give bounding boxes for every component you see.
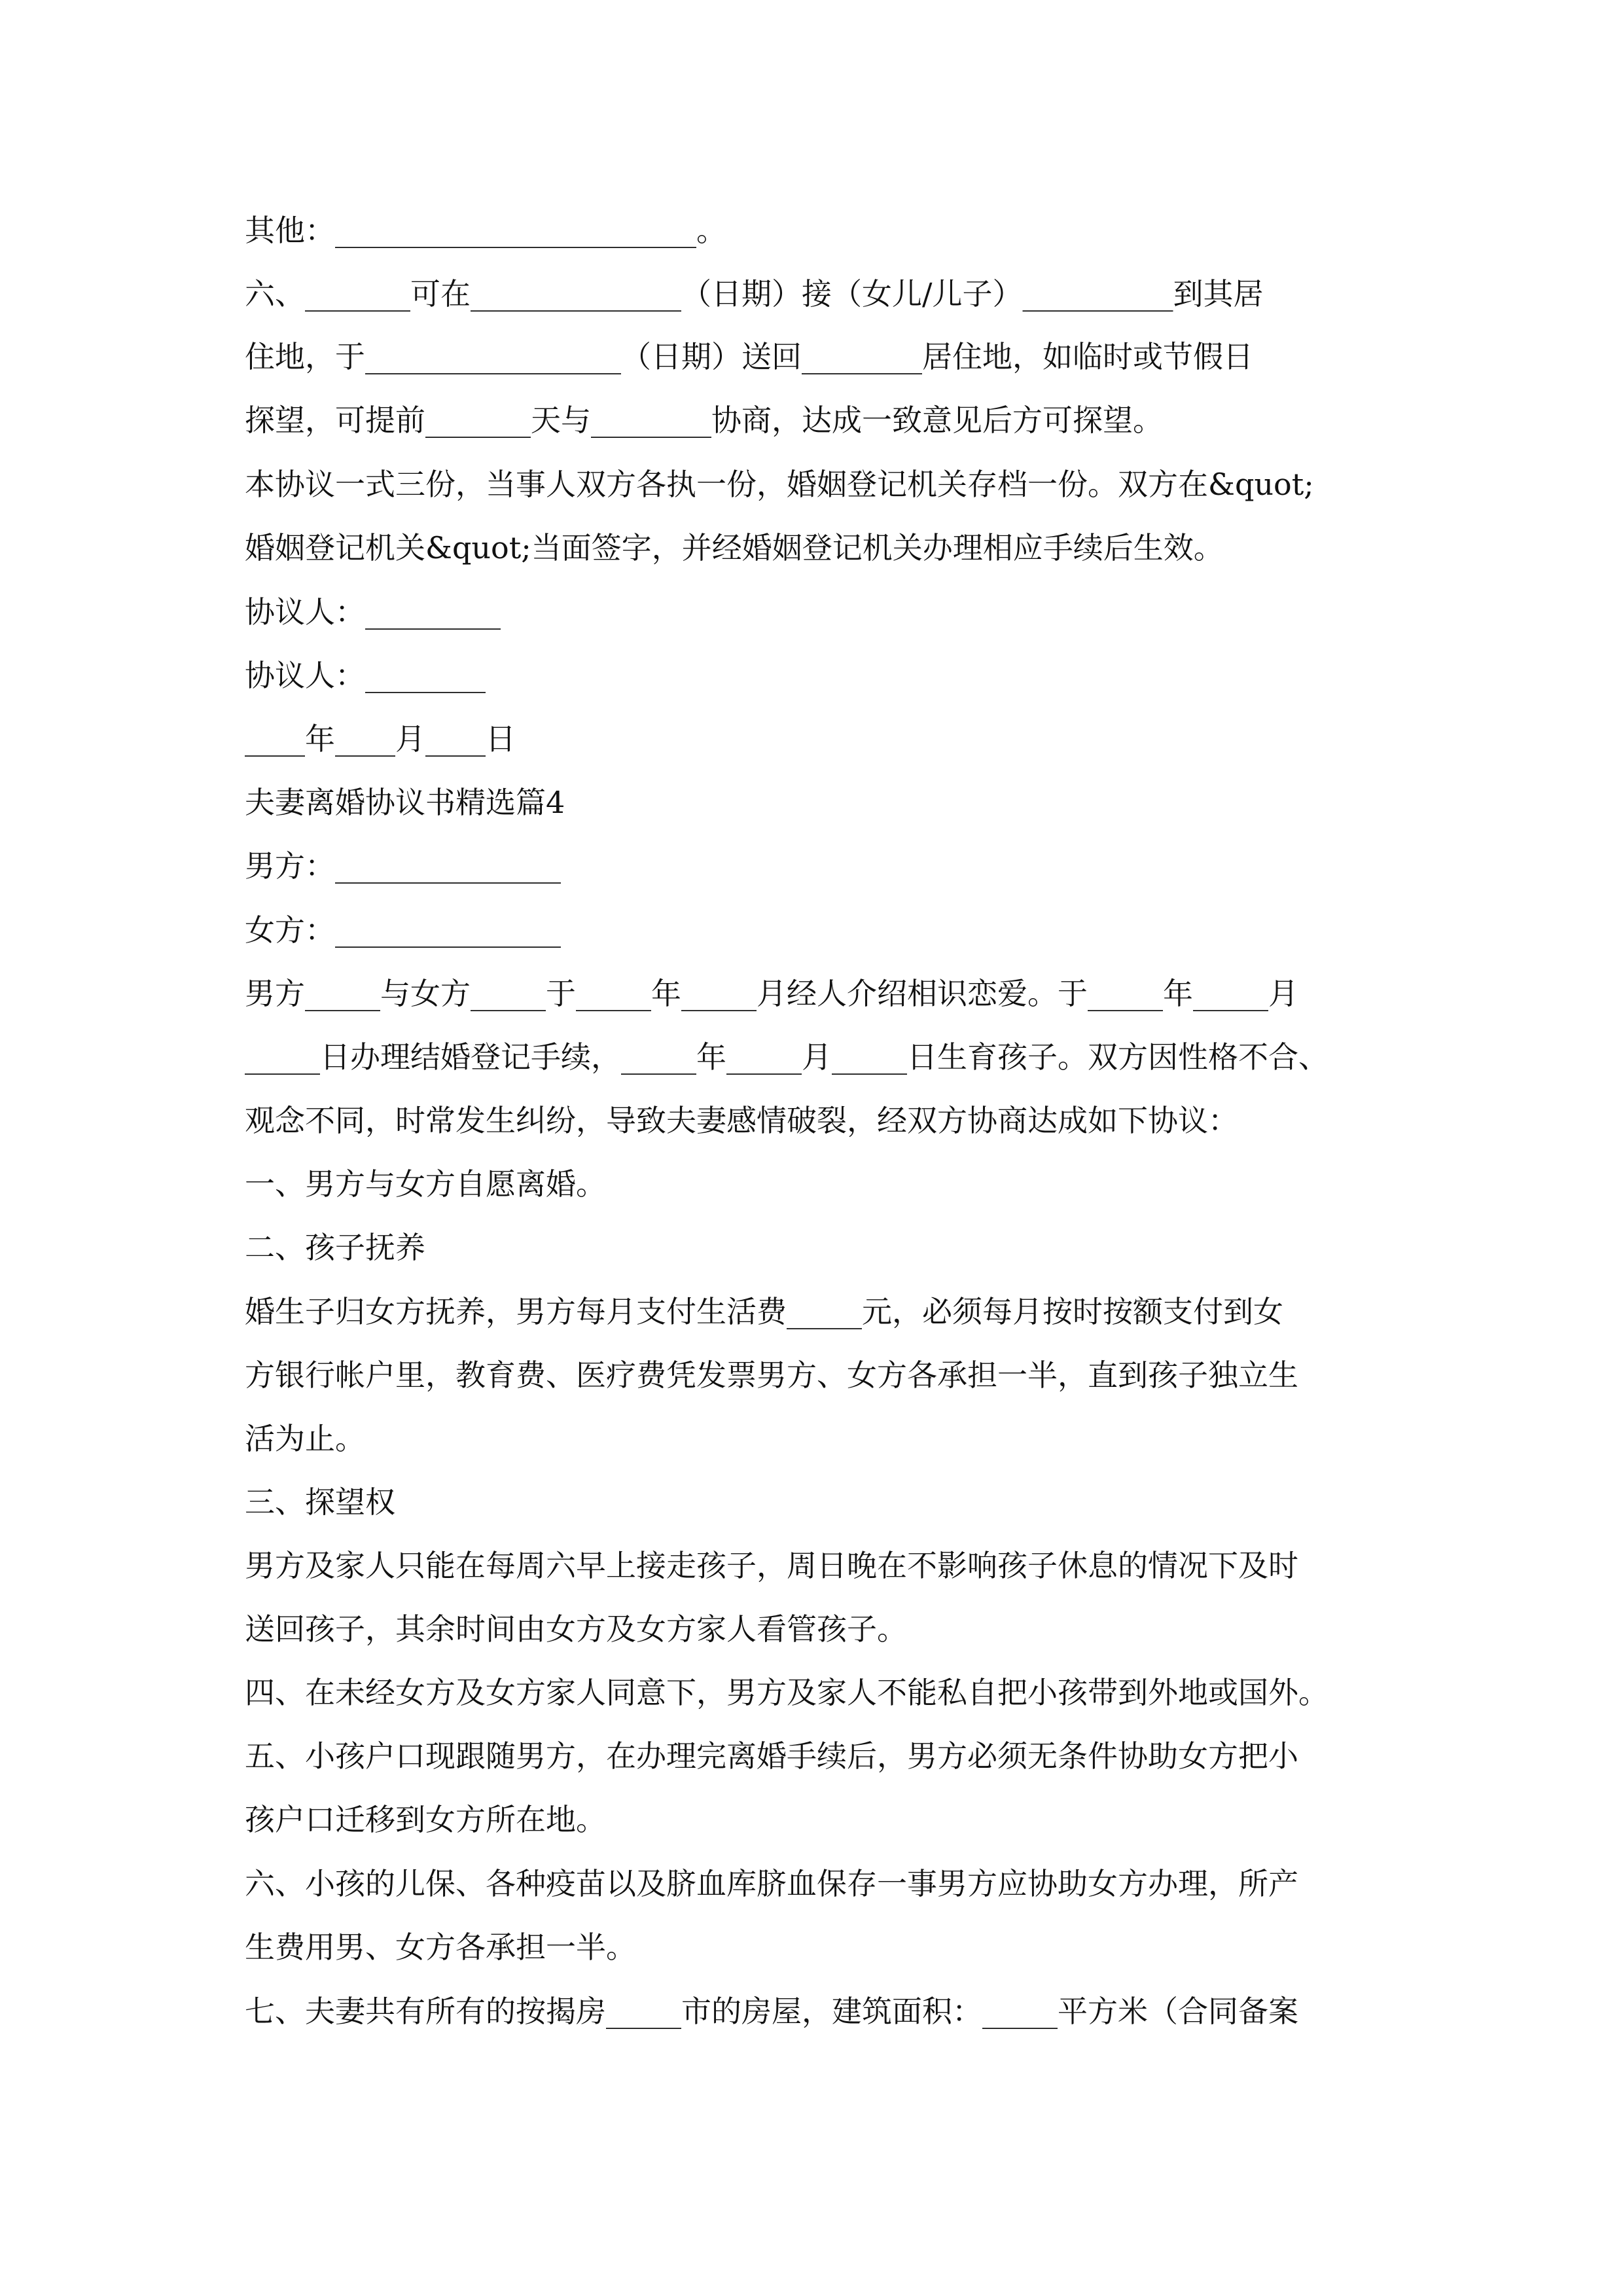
text-line: 本协议一式三份，当事人双方各执一份，婚姻登记机关存档一份。双方在&quot; [245,467,1314,502]
clause-line: 五、小孩户口现跟随男方，在办理完离婚手续后，男方必须无条件协助女方把小 [245,1738,1298,1774]
clause-line: 六、小孩的儿保、各种疫苗以及脐血库脐血保存一事男方应协助女方办理，所产 [245,1866,1298,1901]
clause-line: 一、男方与女方自愿离婚。 [245,1166,606,1202]
text-line: 探望，可提前_______天与________协商，达成一致意见后方可探望。 [245,403,1163,438]
clause-heading: 二、孩子抚养 [245,1230,425,1265]
party-line: 男方：_______________ [245,848,561,884]
clause-line: 四、在未经女方及女方家人同意下，男方及家人不能私自把小孩带到外地或国外。 [245,1675,1329,1710]
signatory-line: 协议人：________ [245,658,486,693]
text-line: 住地，于_________________（日期）送回________居住地，如临时或节假日 [245,339,1253,374]
text-line: 婚生子归女方抚养，男方每月支付生活费_____元，必须每月按时按额支付到女 [245,1294,1283,1329]
text-line: _____日办理结婚登记手续，_____年_____月_____日生育孩子。双方因性格不合、 [245,1039,1329,1075]
date-line: ____年____月____日 [245,721,516,757]
clause-line: 七、夫妻共有所有的按揭房_____市的房屋，建筑面积：_____平方米（合同备案 [245,1994,1298,2029]
text-line: 六、_______可在______________（日期）接（女儿/儿子）__________到其居 [245,276,1264,312]
text-line: 生费用男、女方各承担一半。 [245,1929,636,1965]
text-line: 男方及家人只能在每周六早上接走孩子，周日晚在不影响孩子休息的情况下及时 [245,1548,1298,1583]
clause-heading: 三、探望权 [245,1484,395,1520]
party-line: 女方：_______________ [245,912,561,948]
text-line: 孩户口迁移到女方所在地。 [245,1802,606,1837]
text-line: 方银行帐户里，教育费、医疗费凭发票男方、女方各承担一半，直到孩子独立生 [245,1357,1298,1393]
text-line: 活为止。 [245,1421,365,1456]
text-line: 送回孩子，其余时间由女方及女方家人看管孩子。 [245,1611,907,1647]
text-line: 观念不同，时常发生纠纷，导致夫妻感情破裂，经双方协商达成如下协议： [245,1103,1238,1138]
text-line: 婚姻登记机关&quot;当面签字，并经婚姻登记机关办理相应手续后生效。 [245,530,1224,565]
section-heading: 夫妻离婚协议书精选篇4 [245,785,565,820]
signatory-line: 协议人：_________ [245,594,501,630]
text-line: 其他：________________________。 [245,213,726,248]
text-line: 男方_____与女方_____于_____年_____月经人介绍相识恋爱。于_____年_____月 [245,976,1298,1011]
